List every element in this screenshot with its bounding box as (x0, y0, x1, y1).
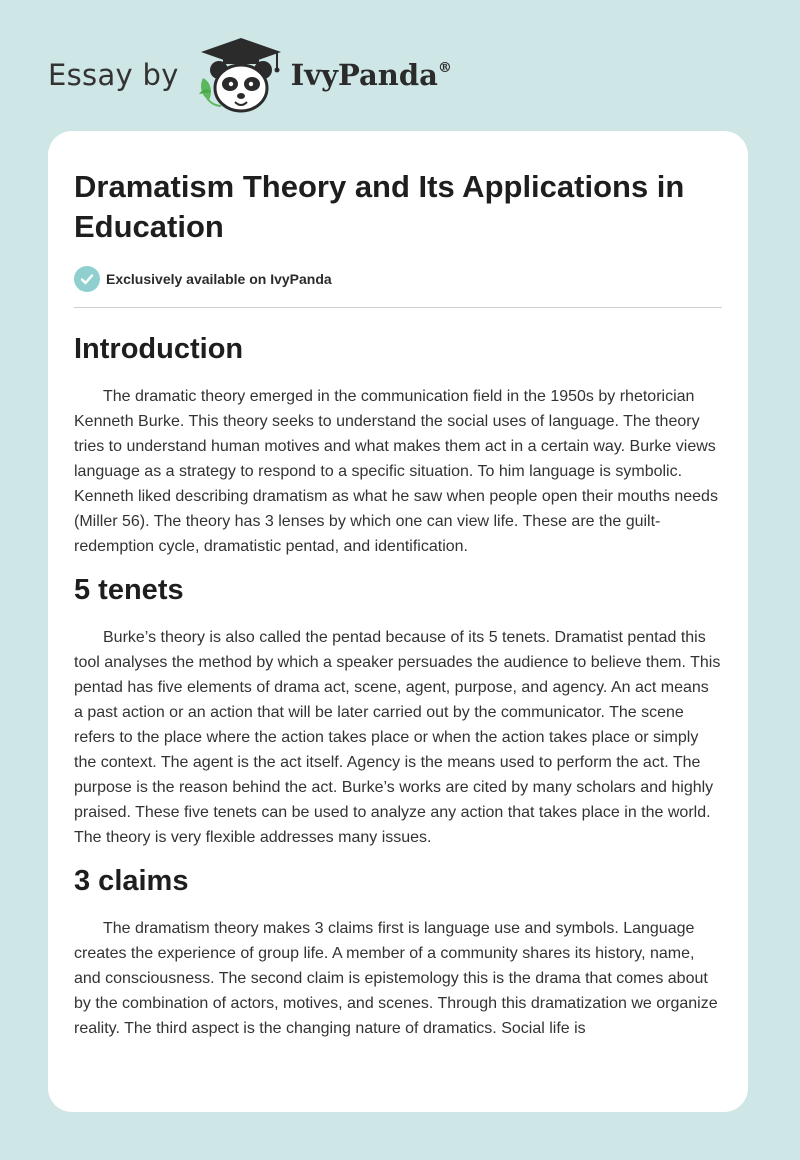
section-introduction (74, 332, 722, 559)
panda-graduate-icon (197, 36, 285, 114)
exclusive-badge (74, 265, 722, 293)
section-5-tenets (74, 573, 722, 850)
essay-card (48, 131, 748, 1112)
section-paragraph: The dramatic theory emerged in the communication field in the 1950s by rhetorician Kenneth Burke. This theory seeks to understand the social uses of language. The theory tries to understand human motives and what makes them act in a certain way. Burke views language as a strategy to respond to a specific situation. To him language is symbolic. Kenneth liked describing dramatism as what he saw when people open their mouths needs (Miller 56). The theory has 3 lenses by which one can view life. These are the guilt-redemption cycle, dramatistic pentad, and identification. (74, 388, 718, 555)
essay-by-label: Essay by (48, 58, 179, 92)
section-3-claims (74, 864, 722, 1041)
check-circle-icon (74, 266, 100, 292)
section-heading: 5 tenets (74, 574, 184, 606)
section-heading: 3 claims (74, 865, 189, 897)
page-title: Dramatism Theory and Its Applications in Education (74, 169, 685, 244)
exclusive-badge-label: Exclusively available on IvyPanda (106, 271, 332, 287)
section-paragraph: Burke’s theory is also called the pentad because of its 5 tenets. Dramatist pentad this tool analyses the method by which a speaker persuades the audience to believe them. This pentad has five elements of drama act, scene, agent, purpose, and agency. An act means a past action or an action that will be later carried out by the communicator. The scene refers to the place where the action takes place or when the action takes place or simply the context. The agent is the act itself. Agency is the means used to perform the act. The purpose is the reason behind the act. Burke’s works are cited by many scholars and highly praised. These five tenets can be used to analyze any action that takes place in the world. The theory is very flexible addresses many issues. (74, 629, 721, 846)
site-header (48, 30, 452, 120)
divider (74, 307, 722, 308)
section-heading: Introduction (74, 333, 244, 365)
section-paragraph: The dramatism theory makes 3 claims first is language use and symbols. Language creates the experience of group life. A member of a community shares its history, name, and consciousness. The second claim is epistemology this is the drama that comes about by the combination of actors, motives, and scenes. Through this dramatization we organize reality. The third aspect is the changing nature of dramatics. Social life is (74, 920, 718, 1037)
brand-logo: IvyPanda® (290, 58, 452, 92)
